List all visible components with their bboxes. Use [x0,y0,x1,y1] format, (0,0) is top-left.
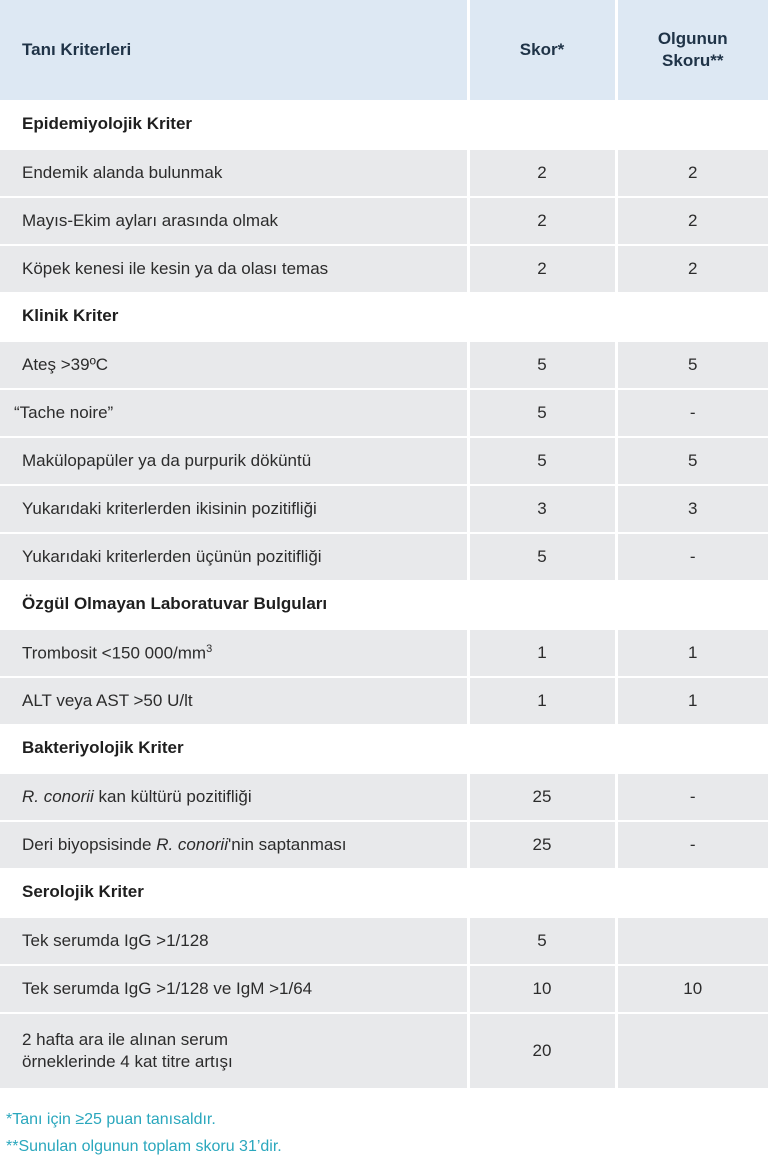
row-case-score: 10 [616,965,768,1013]
row-case-score: - [616,533,768,580]
row-score: 20 [468,1013,616,1088]
row-score: 5 [468,437,616,485]
row-label: Makülopapüler ya da purpurik döküntü [0,437,468,485]
row-label: Endemik alanda bulunmak [0,149,468,197]
row-label: Köpek kenesi ile kesin ya da olası temas [0,245,468,292]
table-row [0,917,768,965]
footnotes [0,1106,768,1160]
row-case-score: 3 [616,485,768,533]
row-label: Tek serumda IgG >1/128 [0,917,468,965]
row-case-score: 5 [616,437,768,485]
footnote-diagnostic-threshold: *Tanı için ≥25 puan tanısaldır. [6,1111,216,1128]
table-row [0,389,768,437]
section-title-clinical: Klinik Kriter [0,292,768,341]
row-score: 1 [468,629,616,677]
row-label-italic: R. conorii [156,835,228,854]
row-case-score [616,1013,768,1088]
section-title-laboratory: Özgül Olmayan Laboratuvar Bulguları [0,580,768,629]
row-label: Ateş >39ºC [0,341,468,389]
row-label-text: Trombosit <150 000/mm [22,643,207,663]
row-label [0,629,468,677]
row-case-score: 2 [616,245,768,292]
row-label-line2: örneklerinde 4 kat titre artışı [22,1052,233,1071]
row-case-score: - [616,389,768,437]
row-label: Tek serumda IgG >1/128 ve IgM >1/64 [0,965,468,1013]
table-row [0,773,768,821]
table-row [0,341,768,389]
header-case-score-line1: Olgunun [657,29,728,48]
row-case-score: 2 [616,149,768,197]
row-label [0,773,468,821]
row-label [0,1013,468,1088]
row-label: “Tache noire” [0,389,468,437]
table-row [0,533,768,580]
row-case-score [616,917,768,965]
section-title-serology: Serolojik Kriter [0,868,768,917]
row-case-score: 2 [616,197,768,245]
row-case-score: 1 [616,677,768,724]
table-row [0,245,768,292]
row-label: Mayıs-Ekim ayları arasında olmak [0,197,468,245]
row-case-score: - [616,821,768,868]
row-score: 3 [468,485,616,533]
header-case-score-line2: Skoru** [662,51,724,70]
row-score: 1 [468,677,616,724]
header-case-score [616,0,768,100]
row-label-superscript: 3 [206,642,213,655]
row-score: 25 [468,773,616,821]
table-header-row [0,0,768,100]
table-row [0,821,768,868]
header-criteria: Tanı Kriterleri [0,0,468,100]
table-row [0,965,768,1013]
table-row [0,437,768,485]
row-score: 2 [468,149,616,197]
row-label-line1: 2 hafta ara ile alınan serum [22,1030,229,1049]
row-label-pre: Deri biyopsisinde [22,835,157,854]
table-row [0,629,768,677]
header-score: Skor* [468,0,616,100]
row-case-score: 5 [616,341,768,389]
row-label-rest: 'nin saptanması [228,835,347,854]
row-label [0,821,468,868]
row-score: 5 [468,917,616,965]
row-case-score: 1 [616,629,768,677]
footnote-case-total: **Sunulan olgunun toplam skoru 31’dir. [6,1138,282,1155]
row-label: Yukarıdaki kriterlerden ikisinin pozitifliği [0,485,468,533]
row-label-rest: kan kültürü pozitifliği [93,787,252,806]
table-row [0,677,768,724]
row-score: 10 [468,965,616,1013]
row-score: 2 [468,245,616,292]
row-label: ALT veya AST >50 U/lt [0,677,468,724]
row-score: 5 [468,341,616,389]
row-score: 25 [468,821,616,868]
table-row [0,149,768,197]
row-label: Yukarıdaki kriterlerden üçünün pozitifliği [0,533,468,580]
row-score: 5 [468,389,616,437]
table-row [0,485,768,533]
row-case-score: - [616,773,768,821]
row-label-italic: R. conorii [22,787,94,806]
row-score: 5 [468,533,616,580]
section-title-bacteriology: Bakteriyolojik Kriter [0,724,768,773]
table-row [0,1013,768,1088]
row-score: 2 [468,197,616,245]
table-row [0,197,768,245]
section-title-epidemiology: Epidemiyolojik Kriter [0,100,768,149]
